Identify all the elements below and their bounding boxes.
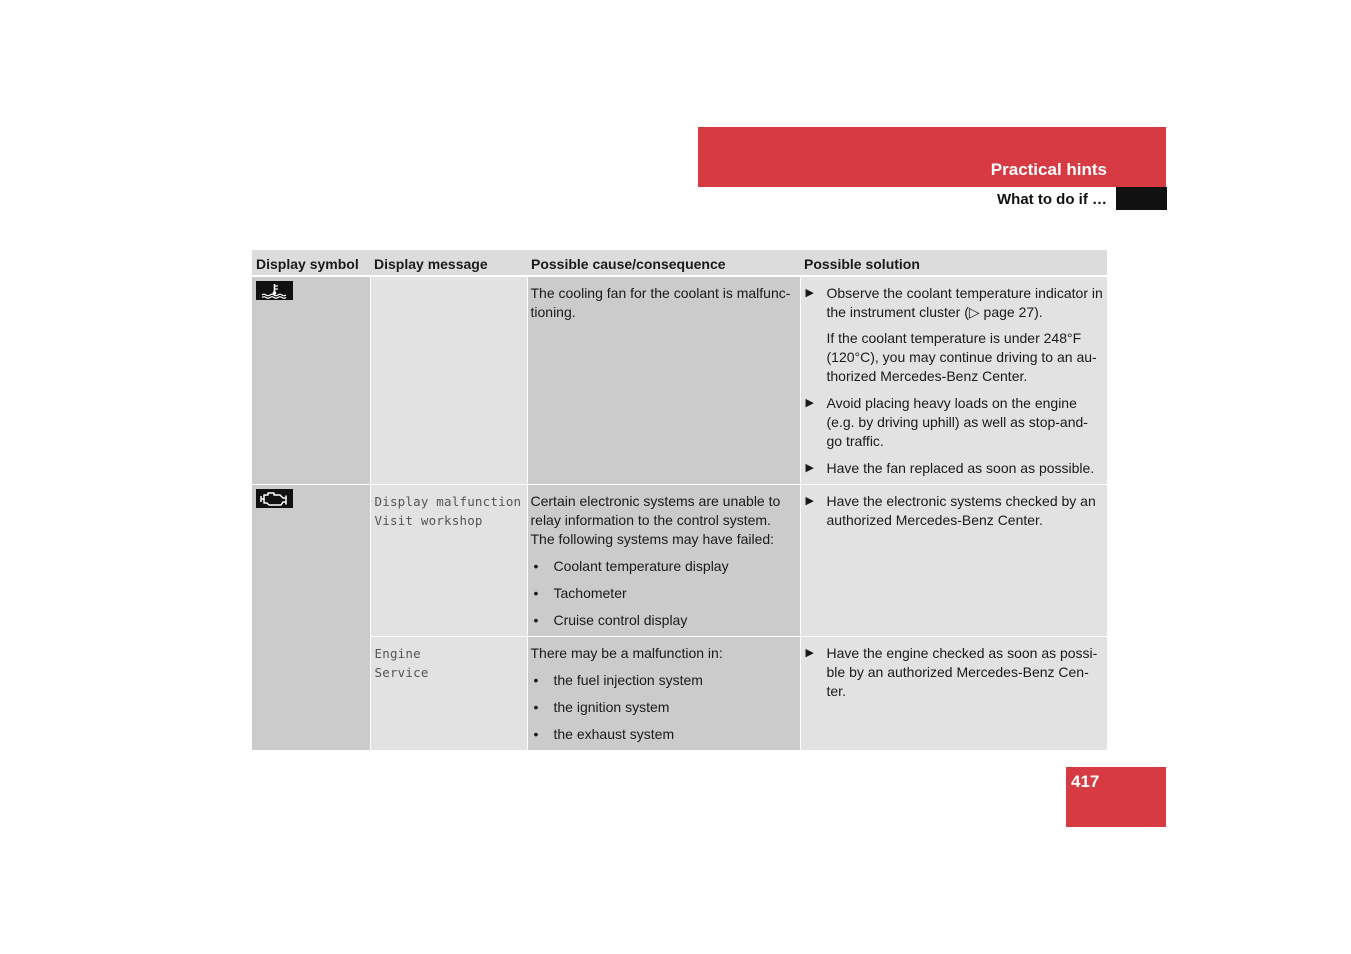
cause-text: The cooling fan for the coolant is malfunc-tioning. xyxy=(530,285,791,320)
solution-text: Observe the coolant temperature indicator in the instrument cluster (▷ page 27). xyxy=(826,285,1103,320)
symbol-cell xyxy=(252,276,370,485)
cause-cell xyxy=(527,637,800,751)
bullet-marker-icon: • xyxy=(533,558,539,574)
solution-item xyxy=(804,284,1104,322)
subsection-title: What to do if … xyxy=(997,191,1107,208)
solution-note: If the coolant temperature is under 248°F (120°C), you may continue driving to an au-thorized Mercedes-Benz Center. xyxy=(826,330,1097,384)
arrow-marker-icon: ▶ xyxy=(805,287,814,299)
cause-bullet xyxy=(531,725,796,744)
message-cell xyxy=(370,637,527,751)
message-line: Engine xyxy=(374,646,421,661)
solution-text: Have the engine checked as soon as possi-ble by an authorized Mercedes-Benz Cen-ter. xyxy=(826,645,1098,699)
message-line: Service xyxy=(374,665,429,680)
bullet-marker-icon: • xyxy=(533,699,539,715)
cause-text: Certain electronic systems are unable to relay information to the control system. The following systems may have failed: xyxy=(530,493,781,547)
solution-text: Avoid placing heavy loads on the engine (e.g. by driving uphill) as well as stop-and-go traffic. xyxy=(826,395,1088,449)
arrow-marker-icon: ▶ xyxy=(805,462,814,474)
solution-text: Have the fan replaced as soon as possible. xyxy=(826,460,1095,476)
message-cell xyxy=(370,485,527,637)
column-header: Display symbol xyxy=(252,250,370,276)
table-row xyxy=(252,485,1107,637)
column-header: Possible cause/consequence xyxy=(527,250,800,276)
bullet-marker-icon: • xyxy=(533,612,539,628)
cause-cell xyxy=(527,485,800,637)
column-header: Display message xyxy=(370,250,527,276)
solution-item xyxy=(804,644,1104,701)
arrow-marker-icon: ▶ xyxy=(805,495,814,507)
table-row xyxy=(252,637,1107,751)
cause-bullet xyxy=(531,557,796,576)
column-header: Possible solution xyxy=(800,250,1107,276)
section-title: Practical hints xyxy=(990,160,1107,179)
cause-bullet xyxy=(531,671,796,690)
arrow-marker-icon: ▶ xyxy=(805,647,814,659)
table-header-row xyxy=(252,250,1107,276)
solution-item xyxy=(804,394,1104,451)
troubleshooting-table xyxy=(252,250,1107,750)
bullet-text: the exhaust system xyxy=(553,726,675,742)
header-tab-marker xyxy=(1116,187,1167,210)
bullet-marker-icon: • xyxy=(533,672,539,688)
solution-cell xyxy=(800,637,1107,751)
solution-cell xyxy=(800,276,1107,485)
solution-text: Have the electronic systems checked by an authorized Mercedes-Benz Center. xyxy=(826,493,1096,528)
cause-cell xyxy=(527,276,800,485)
cause-text: There may be a malfunction in: xyxy=(530,645,723,661)
message-line: Display malfunction xyxy=(374,494,522,509)
bullet-text: Tachometer xyxy=(553,585,627,601)
solution-item xyxy=(804,492,1104,530)
bullet-text: the ignition system xyxy=(553,699,670,715)
cause-bullet xyxy=(531,698,796,717)
cause-bullet xyxy=(531,584,796,603)
page-number: 417 xyxy=(1071,772,1100,791)
bullet-text: Coolant temperature display xyxy=(553,558,729,574)
bullet-text: the fuel injection system xyxy=(553,672,703,688)
bullet-text: Cruise control display xyxy=(553,612,688,628)
solution-cell xyxy=(800,485,1107,637)
coolant-temperature-icon xyxy=(256,281,293,300)
check-engine-icon xyxy=(256,489,293,508)
solution-item xyxy=(804,459,1104,478)
bullet-marker-icon: • xyxy=(533,585,539,601)
bullet-marker-icon: • xyxy=(533,726,539,742)
table-row xyxy=(252,276,1107,485)
cause-bullet xyxy=(531,611,796,630)
message-cell xyxy=(370,276,527,485)
arrow-marker-icon: ▶ xyxy=(805,397,814,409)
symbol-cell xyxy=(252,485,370,751)
message-line: Visit workshop xyxy=(374,513,483,528)
